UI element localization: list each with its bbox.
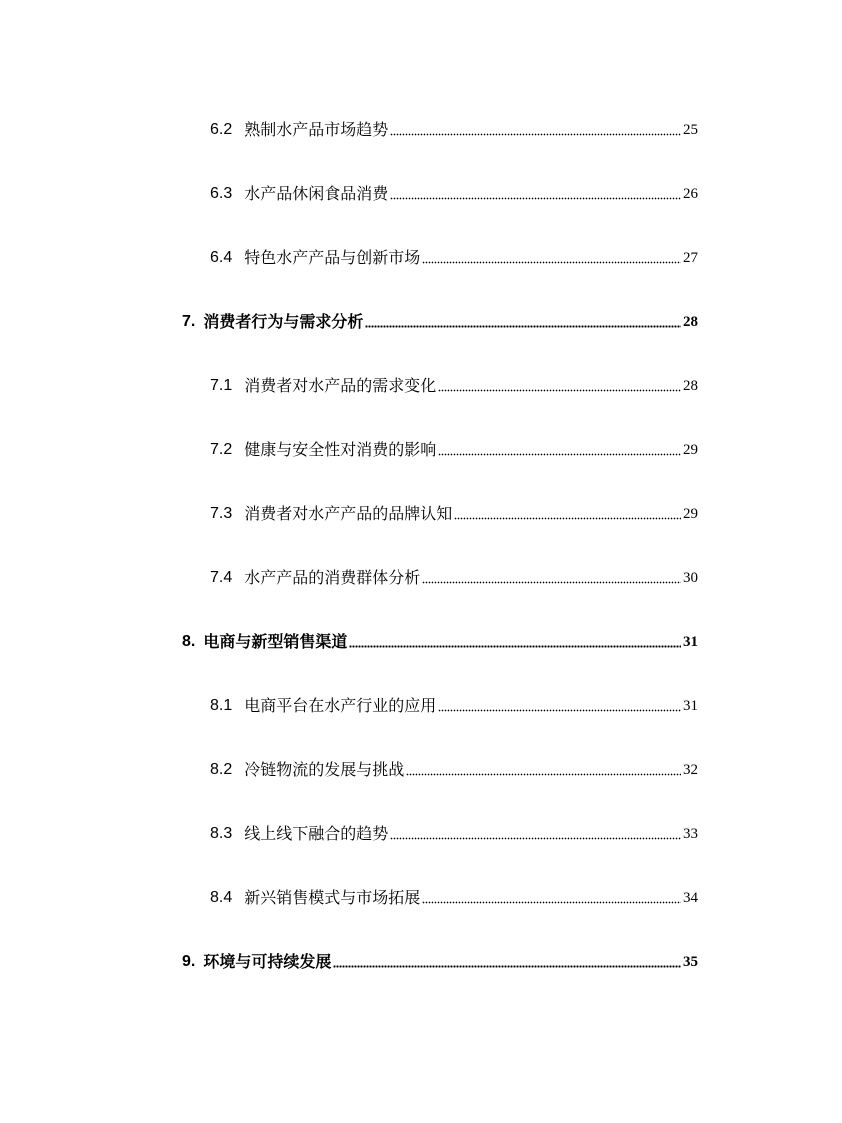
dot-leader xyxy=(454,516,681,520)
toc-entry-7[interactable] xyxy=(182,308,698,332)
toc-entry-title: 电商与新型销售渠道 xyxy=(203,632,348,651)
dot-leader xyxy=(390,836,681,840)
toc-entry-page-number: 35 xyxy=(683,954,698,970)
dot-leader xyxy=(422,580,681,584)
toc-entry-page-number: 33 xyxy=(683,826,698,842)
dot-leader xyxy=(422,900,681,904)
toc-entry-page-number: 34 xyxy=(683,890,698,906)
toc-entry-title: 熟制水产品市场趋势 xyxy=(244,120,389,139)
toc-entry-8[interactable] xyxy=(182,628,698,652)
toc-entry-7-2[interactable] xyxy=(210,436,698,460)
toc-entry-number: 8.1 xyxy=(210,697,233,714)
toc-entry-title: 水产产品的消费群体分析 xyxy=(244,568,421,587)
dot-leader xyxy=(406,772,681,776)
toc-entry-page-number: 32 xyxy=(683,762,698,778)
toc-entry-title: 冷链物流的发展与挑战 xyxy=(244,760,405,779)
dot-leader xyxy=(349,644,681,648)
dot-leader xyxy=(438,452,681,456)
toc-entry-title: 特色水产产品与创新市场 xyxy=(244,248,421,267)
toc-entry-page-number: 27 xyxy=(683,250,698,266)
toc-entry-number: 6.2 xyxy=(210,121,233,138)
toc-entry-number: 7. xyxy=(182,313,196,330)
toc-entry-number: 8. xyxy=(182,633,196,650)
toc-entry-8-1[interactable] xyxy=(210,692,698,716)
toc-entry-title: 环境与可持续发展 xyxy=(203,952,332,971)
toc-entry-8-3[interactable] xyxy=(210,820,698,844)
toc-entry-page-number: 25 xyxy=(683,122,698,138)
toc-entry-7-4[interactable] xyxy=(210,564,698,588)
toc-entry-6-4[interactable] xyxy=(210,244,698,268)
toc-entry-title: 消费者对水产品的需求变化 xyxy=(244,376,437,395)
dot-leader xyxy=(365,324,681,328)
toc-entry-7-1[interactable] xyxy=(210,372,698,396)
toc-entry-page-number: 29 xyxy=(683,442,698,458)
toc-entry-page-number: 28 xyxy=(683,378,698,394)
toc-entry-number: 7.4 xyxy=(210,569,233,586)
toc-entry-title: 电商平台在水产行业的应用 xyxy=(244,696,437,715)
toc-entry-title: 新兴销售模式与市场拓展 xyxy=(244,888,421,907)
toc-entry-page-number: 30 xyxy=(683,570,698,586)
toc-entry-number: 8.3 xyxy=(210,825,233,842)
toc-entry-title: 消费者对水产产品的品牌认知 xyxy=(244,504,453,523)
dot-leader xyxy=(422,260,681,264)
toc-entry-page-number: 31 xyxy=(683,698,698,714)
toc-entry-9[interactable] xyxy=(182,948,698,972)
toc-entry-page-number: 29 xyxy=(683,506,698,522)
toc-entry-title: 水产品休闲食品消费 xyxy=(244,184,389,203)
toc-entry-number: 8.2 xyxy=(210,761,233,778)
toc-entry-page-number: 28 xyxy=(683,314,698,330)
toc-entry-number: 7.3 xyxy=(210,505,233,522)
toc-entry-8-4[interactable] xyxy=(210,884,698,908)
toc-entry-title: 健康与安全性对消费的影响 xyxy=(244,440,437,459)
toc-entry-8-2[interactable] xyxy=(210,756,698,780)
dot-leader xyxy=(390,132,681,136)
toc-entry-page-number: 31 xyxy=(683,634,698,650)
dot-leader xyxy=(438,708,681,712)
dot-leader xyxy=(438,388,681,392)
toc-entry-6-2[interactable] xyxy=(210,116,698,140)
toc-entry-page-number: 26 xyxy=(683,186,698,202)
toc-entry-number: 7.2 xyxy=(210,441,233,458)
toc-entry-number: 8.4 xyxy=(210,889,233,906)
toc-entry-title: 消费者行为与需求分析 xyxy=(203,312,364,331)
toc-entry-title: 线上线下融合的趋势 xyxy=(244,824,389,843)
toc-entry-number: 7.1 xyxy=(210,377,233,394)
dot-leader xyxy=(333,964,681,968)
toc-entry-number: 6.3 xyxy=(210,185,233,202)
toc-entry-7-3[interactable] xyxy=(210,500,698,524)
dot-leader xyxy=(390,196,681,200)
toc-entry-number: 9. xyxy=(182,953,196,970)
toc-entry-number: 6.4 xyxy=(210,249,233,266)
toc-entry-6-3[interactable] xyxy=(210,180,698,204)
